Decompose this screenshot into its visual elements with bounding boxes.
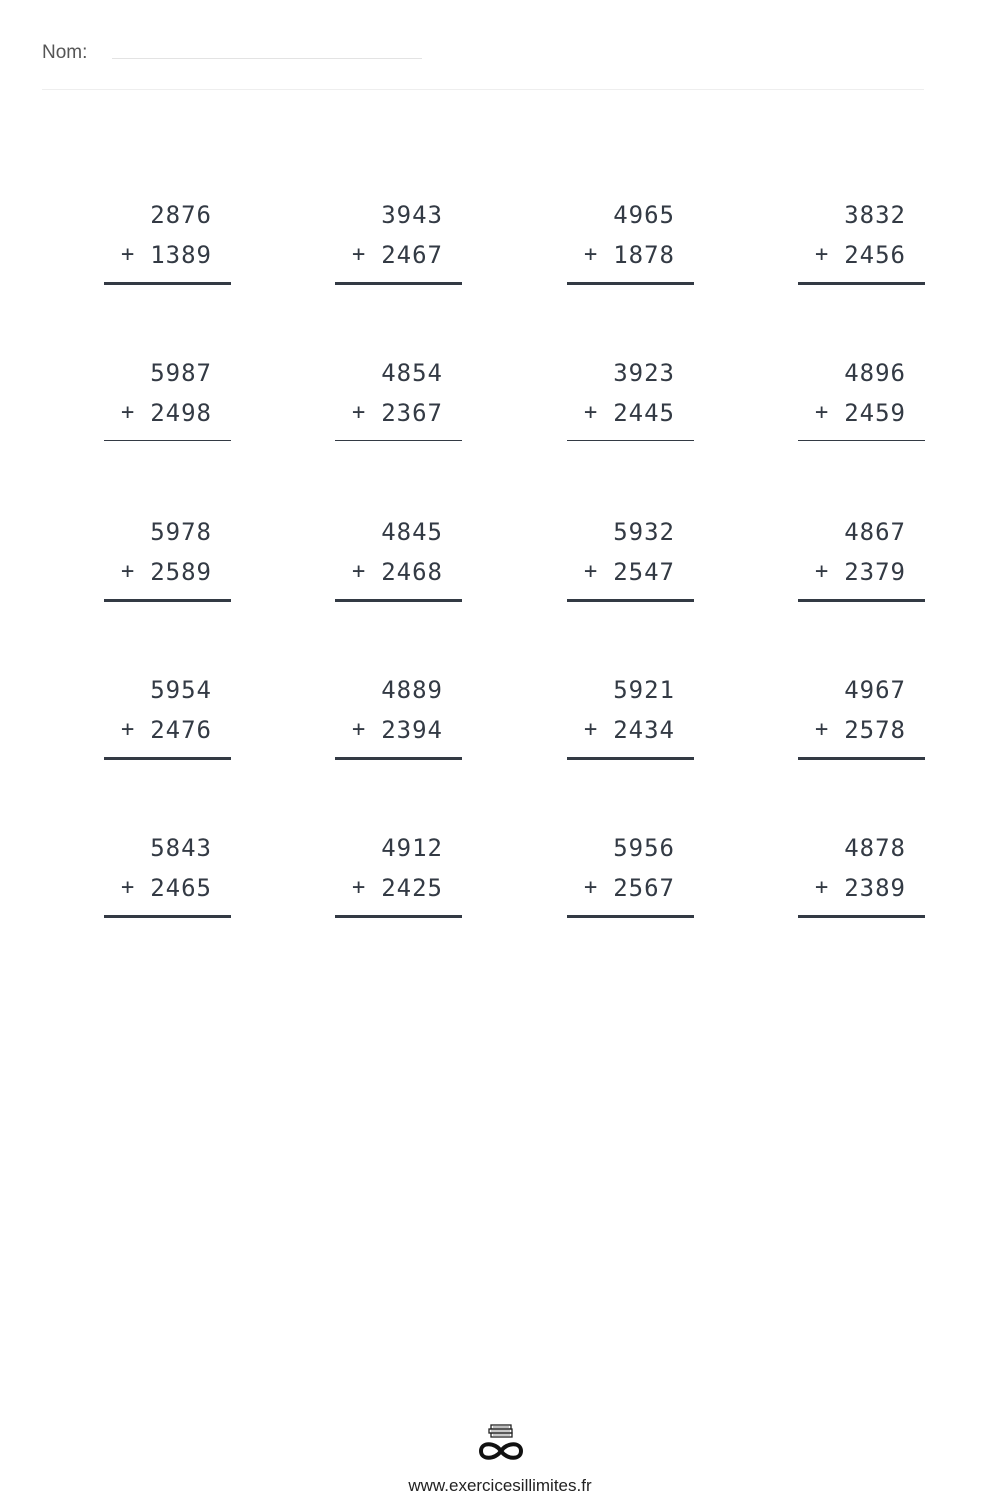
first-addend: 4889 [381,676,443,704]
addition-problem [798,675,925,785]
second-addend: 2389 [844,874,906,902]
first-addend: 5978 [150,518,212,546]
plus-sign: + [121,400,135,425]
answer-line[interactable] [335,915,462,918]
second-addend: 2476 [150,716,212,744]
addition-problem [567,358,694,468]
name-label: Nom: [42,42,88,63]
first-addend: 5932 [613,518,675,546]
second-addend: 2445 [613,399,675,427]
plus-sign: + [815,875,829,900]
answer-line[interactable] [104,282,231,285]
plus-sign: + [815,400,829,425]
plus-sign: + [121,875,135,900]
addition-problem [104,200,231,310]
second-addend: 1878 [613,241,675,269]
second-addend: 2468 [381,558,443,586]
answer-line[interactable] [798,440,925,441]
answer-line[interactable] [567,282,694,285]
plus-sign: + [584,400,598,425]
answer-line[interactable] [798,757,925,760]
addition-problem [335,517,462,627]
second-addend: 2456 [844,241,906,269]
answer-line[interactable] [104,915,231,918]
plus-sign: + [584,875,598,900]
second-addend: 2465 [150,874,212,902]
second-addend: 2498 [150,399,212,427]
plus-sign: + [352,717,366,742]
first-addend: 4845 [381,518,443,546]
second-addend: 2547 [613,558,675,586]
answer-line[interactable] [104,599,231,602]
second-addend: 2367 [381,399,443,427]
first-addend: 2876 [150,201,212,229]
plus-sign: + [352,242,366,267]
first-addend: 4965 [613,201,675,229]
addition-problem [798,200,925,310]
second-addend: 2567 [613,874,675,902]
addition-problem [798,833,925,943]
addition-problem [567,517,694,627]
answer-line[interactable] [567,599,694,602]
answer-line[interactable] [335,599,462,602]
answer-line[interactable] [798,599,925,602]
plus-sign: + [815,559,829,584]
addition-problem [104,517,231,627]
second-addend: 2467 [381,241,443,269]
addition-problem [567,200,694,310]
plus-sign: + [584,559,598,584]
answer-line[interactable] [567,915,694,918]
addition-problem [567,675,694,785]
second-addend: 2379 [844,558,906,586]
second-addend: 1389 [150,241,212,269]
first-addend: 4878 [844,834,906,862]
second-addend: 2589 [150,558,212,586]
answer-line[interactable] [335,757,462,760]
first-addend: 3923 [613,359,675,387]
first-addend: 5843 [150,834,212,862]
plus-sign: + [121,559,135,584]
plus-sign: + [352,400,366,425]
addition-problem [335,833,462,943]
first-addend: 5956 [613,834,675,862]
first-addend: 4854 [381,359,443,387]
addition-problem [104,833,231,943]
second-addend: 2425 [381,874,443,902]
answer-line[interactable] [567,440,694,441]
first-addend: 5954 [150,676,212,704]
addition-problem [335,675,462,785]
first-addend: 3943 [381,201,443,229]
addition-problem [335,358,462,468]
addition-problem [104,675,231,785]
answer-line[interactable] [798,282,925,285]
second-addend: 2434 [613,716,675,744]
plus-sign: + [815,717,829,742]
answer-line[interactable] [104,440,231,441]
first-addend: 4967 [844,676,906,704]
plus-sign: + [352,875,366,900]
plus-sign: + [352,559,366,584]
plus-sign: + [121,717,135,742]
addition-problem [798,358,925,468]
answer-line[interactable] [335,440,462,441]
second-addend: 2578 [844,716,906,744]
answer-line[interactable] [567,757,694,760]
first-addend: 4896 [844,359,906,387]
books-infinity-logo-icon [473,1422,529,1466]
first-addend: 5987 [150,359,212,387]
first-addend: 4867 [844,518,906,546]
second-addend: 2459 [844,399,906,427]
addition-problem [104,358,231,468]
addition-problem [567,833,694,943]
first-addend: 5921 [613,676,675,704]
second-addend: 2394 [381,716,443,744]
plus-sign: + [584,717,598,742]
answer-line[interactable] [798,915,925,918]
plus-sign: + [584,242,598,267]
answer-line[interactable] [104,757,231,760]
plus-sign: + [815,242,829,267]
plus-sign: + [121,242,135,267]
footer-website-url: www.exercicesillimites.fr [408,1476,592,1495]
answer-line[interactable] [335,282,462,285]
addition-problem [798,517,925,627]
first-addend: 3832 [844,201,906,229]
first-addend: 4912 [381,834,443,862]
addition-problem [335,200,462,310]
